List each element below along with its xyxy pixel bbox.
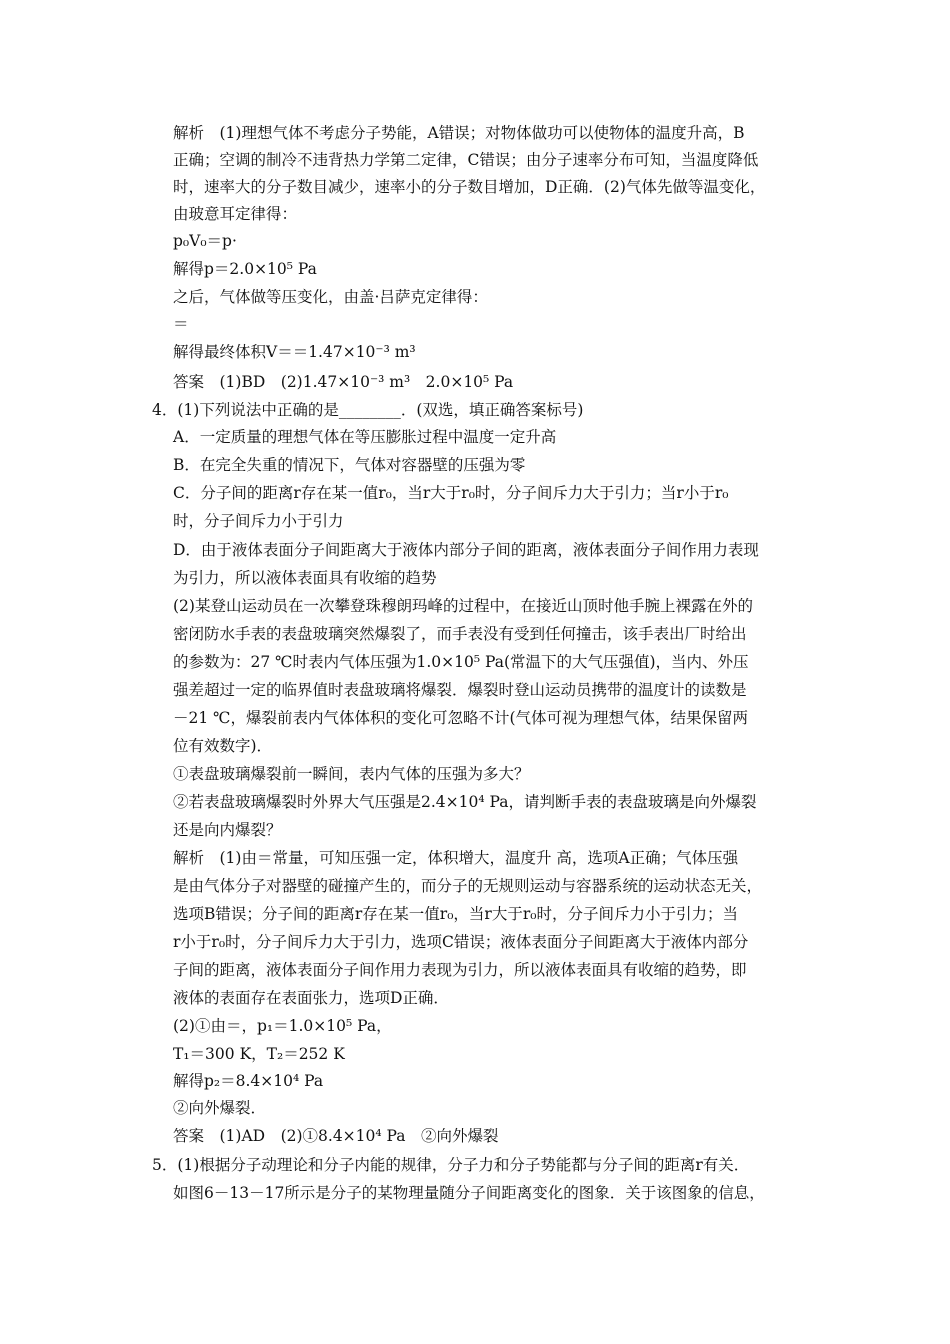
option-c: C．分子间的距离r存在某一值r₀，当r大于r₀时，分子间斥力大于引力；当r小于r₀ xyxy=(173,484,729,502)
option-b: B．在完全失重的情况下，气体对容器壁的压强为零 xyxy=(173,456,526,474)
text-line: 解析 (1)理想气体不考虑分子势能，A错误；对物体做功可以使物体的温度升高，B xyxy=(173,124,745,142)
formula-line: T₁＝300 K，T₂＝252 K xyxy=(173,1045,345,1063)
text-line: 子间的距离，液体表面分子间作用力表现为引力，所以液体表面具有收缩的趋势，即 xyxy=(173,961,747,979)
text-line: 解得最终体积V＝＝1.47×10⁻³ m³ xyxy=(173,343,416,361)
text-line: 解析 (1)由＝常量，可知压强一定，体积增大，温度升 高，选项A正确；气体压强 xyxy=(173,849,739,867)
formula-line: p₀V₀＝p· xyxy=(173,232,237,250)
text-line: 时，分子间斥力小于引力 xyxy=(173,512,344,530)
text-line: r小于r₀时，分子间斥力大于引力，选项C错误；液体表面分子间距离大于液体内部分 xyxy=(173,933,749,951)
text-line: 液体的表面存在表面张力，选项D正确． xyxy=(173,989,449,1007)
text-line: ②向外爆裂． xyxy=(173,1099,267,1117)
text-line: －21 ℃，爆裂前表内气体体积的变化可忽略不计(气体可视为理想气体，结果保留两 xyxy=(173,709,749,727)
text-line: 的参数为：27 ℃时表内气体压强为1.0×10⁵ Pa(常温下的大气压强值)，当内、外压 xyxy=(173,653,749,671)
sub-question-2: ②若表盘玻璃爆裂时外界大气压强是2.4×10⁴ Pa，请判断手表的表盘玻璃是向外爆裂 xyxy=(173,793,757,811)
text-line: 选项B错误；分子间的距离r存在某一值r₀，当r大于r₀时，分子间斥力小于引力；当 xyxy=(173,905,738,923)
text-line: 时，速率大的分子数目减少，速率小的分子数目增加，D正确．(2)气体先做等温变化， xyxy=(173,178,766,196)
text-line: 强差超过一定的临界值时表盘玻璃将爆裂．爆裂时登山运动员携带的温度计的读数是 xyxy=(173,681,747,699)
text-line: 位有效数字)． xyxy=(173,737,273,755)
answer-line: 答案 (1)BD (2)1.47×10⁻³ m³ 2.0×10⁵ Pa xyxy=(173,373,514,391)
formula-line: (2)①由＝，p₁＝1.0×10⁵ Pa， xyxy=(173,1017,392,1035)
question-4: 4．(1)下列说法中正确的是________．(双选，填正确答案标号) xyxy=(152,401,584,419)
text-line: 之后，气体做等压变化，由盖·吕萨克定律得： xyxy=(173,288,488,306)
sub-question-1: ①表盘玻璃爆裂前一瞬间，表内气体的压强为多大？ xyxy=(173,765,530,783)
text-line: 解得p₂＝8.4×10⁴ Pa xyxy=(173,1072,324,1090)
text-line: 密闭防水手表的表盘玻璃突然爆裂了，而手表没有受到任何撞击，该手表出厂时给出 xyxy=(173,625,747,643)
text-line: 正确；空调的制冷不违背热力学第二定律，C错误；由分子速率分布可知，当温度降低 xyxy=(173,151,759,169)
text-line: (2)某登山运动员在一次攀登珠穆朗玛峰的过程中，在接近山顶时他手腕上裸露在外的 xyxy=(173,597,753,615)
text-line: 如图6－13－17所示是分子的某物理量随分子间距离变化的图象．关于该图象的信息， xyxy=(173,1184,765,1202)
text-line: 为引力，所以液体表面具有收缩的趋势 xyxy=(173,569,437,587)
formula-line: ＝ xyxy=(173,315,189,333)
text-line: 由玻意耳定律得： xyxy=(173,205,298,223)
option-d: D．由于液体表面分子间距离大于液体内部分子间的距离，液体表面分子间作用力表现 xyxy=(173,541,759,559)
answer-line: 答案 (1)AD (2)①8.4×10⁴ Pa ②向外爆裂 xyxy=(173,1127,499,1145)
question-5: 5．(1)根据分子动理论和分子内能的规律，分子力和分子势能都与分子间的距离r有关． xyxy=(152,1156,750,1174)
text-line: 还是向内爆裂？ xyxy=(173,821,282,839)
option-a: A．一定质量的理想气体在等压膨胀过程中温度一定升高 xyxy=(173,428,557,446)
text-line: 解得p＝2.0×10⁵ Pa xyxy=(173,260,317,278)
text-line: 是由气体分子对器壁的碰撞产生的，而分子的无规则运动与容器系统的运动状态无关， xyxy=(173,877,763,895)
